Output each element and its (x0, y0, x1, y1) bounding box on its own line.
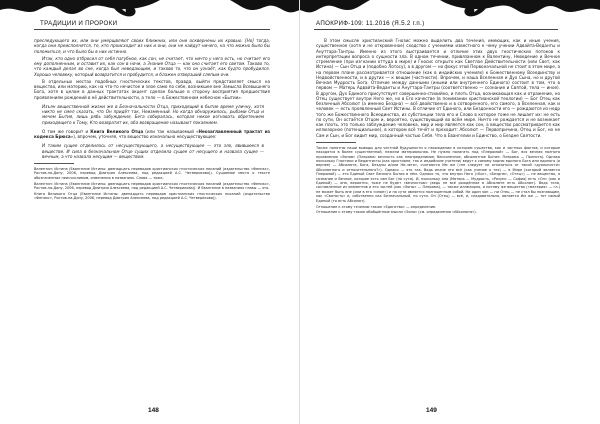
running-head: АПОКРИФ-109: 11.2016 (Я.5.2 г.п.) (316, 20, 425, 27)
right-page (300, 0, 600, 424)
left-page-body (34, 38, 270, 202)
footnote-separator (316, 142, 356, 143)
footnote: Валентин: Истина (Евангелие Истины: двенадцать переводов христианских гностических писаний (издательство «Феникс», Ростов-на-Дону, 2006, перевод Дмитрия Алексеева, под редакцией А.С. Четверикова)). Сущаемое место о тексте обозначенных неисчислимом, изменения в названиях. Слова — тоже. (34, 167, 270, 180)
header-rule (314, 29, 558, 30)
footnote: Книга Великого Отца (Евангелие Истины: двенадцать переводов христианских гностических писаний (издательство «Феникс», Ростов-на-Дону, 2006, перевод Дмитрия Алексеева, под редакцией А.С. Четверикова)). (34, 192, 270, 201)
quote-text: И таким сущее отделилось от несуществующего, а несуществующее — это зло, явившееся в веществе. И сила в безначальном Отце сущих отделила сущее от несущего и назвала сущее — вечным, а что назвала несущим — веществом. (42, 143, 264, 159)
page-number: 149 (426, 407, 437, 414)
block-quote (42, 104, 264, 125)
text-span: О том же говорит и (42, 128, 91, 134)
paragraph: В отдельных местах подобных гностических текстов, правда, выйти представляет смысл на вещество, или материю, как на что-то нечистое и злое само по себе, возникшее вне Замысла Всевышнего Бога, хотя в целом в данных трактатах акцент сделан больше в сторону восприятия предшествия проявлениям рождений в её действительности, а тело — в Божественном небесном «Бытии». (34, 78, 270, 100)
paragraph (34, 129, 270, 140)
running-head: ТРАДИЦИИ И ПРОРОКИ (40, 20, 118, 27)
page-number: 148 (148, 407, 159, 414)
paragraph: Итак, кто одно отбросил от себя пагубное, как сон, не считает, что ничто у него есть, но считает его ему дополненным, и оставит их, как сон в ночи, а Знание Отца — как оно считает его светом. Таково то, что каждый делал во сне, когда был неведающим, и таково то, что он узнаёт, как будто пробудился. Хорошо человеку, который возвратится и пробудится, и блажен отверзший слепым очи. (34, 55, 270, 77)
text-span: »), впрочем, уточняя, что вещество изначально несуществующее: (70, 134, 217, 139)
right-page-body (316, 38, 560, 216)
footnote-separator (34, 163, 74, 164)
treatise-title: Неозаглавленный трактат из кодекса Брюса (34, 128, 270, 139)
quote-text: Изъян вещественной жизни же в Безначальности Отца, приходящий в бытие время уличну, хотя никто не смел сказать, что Он придёт так, Неизменный. Но когда обнаружилось, рыбами Отца и мечем Бытия, лишь рябь забуждения, Бега собиралась, которая некое изгнавать обретением приходящего к Тому, Кто возвратит их, оба возвращение называют покаянием. (42, 103, 264, 125)
text-span: (или так называемый « (143, 128, 199, 134)
footnote: Валентин: Истина (Евангелие Истины: двенадцать переводов христианских гностических писаний (издательство «Феникс», Ростов-на-Дону, 2006, перевод Дмитрия Алексеева, под редакцией А.С. Четверикова)). И Евангелие в названиях главы — это. (34, 181, 270, 191)
footnote: Отношение к этому также обобщённые мысли «Эона» (см. определения «Абсолюта»). (316, 210, 477, 215)
book-title: Книга Великого Отца (90, 128, 144, 134)
block-quote (42, 143, 264, 159)
paragraph: преследующего их, или они умерщвляют своих ближних, или они осквернены их кровью. [Но] тогда, когда они преисполнятся, те, кто происходит из них и они, они не найдут ничего, на что можно было бы положиться, и что было бы в них истинно. (34, 38, 270, 54)
header-rule (34, 29, 270, 30)
footnote: Также понятны наши выводы для честной будущности о нахождении в котором существа, как и частных фактов, и которые находятся в более существенной, нежели материальная. Не нужно полагать под «Плеромой» — Бог, вся вечная полнота проявления «Эонов» (Плерома: вечность как неопределимое, бесконечное, абсолютное Бытие. Плерома — Полнота). Однако поскольку Гностики и Ведантисты (как христиане, так и индийские учители) ведут к самому корню единого Бога или единого (а вернее) — Абсолюта, Бога, Бездны и/или Ни-чего», считаются Им же («не следует ли отказаться от такой «дуальности» Абсолютного и относительного?»). Однако — это так. Ведь иначе это всё (как учение о тех) — в Мире (который является Плеромой) — это Единый Свет Вечного Бытия в нём. Однако то, что внутри Него («Бог», «Бездна», «Отец») — не вещество, а сознание и Вечное, которое есть сам Бог (по сути). И, поскольку она (Матерь — Мудрость, «Разум» — София) есть «Он» (как и Единый) — она, вероятно, тоже не будет «вечностью» (ведь не всё рождённое в Абсолюте есть Абсолют). Ведь тело, составленное из элементов и его частей (как «Эоны» — Плерома), — также иллюзорно, и потому же вещество («материя» — гл.) не может быть вне (или в его «иное») и по сути является полноценным собой. Ни один эон — ни Отец — не стал бы познающим, как «Святость» и, собственно как Безначальный, по сути. Он (Отец) — всё, и, следовательно, является Им же — тот самый Единый (то есть Абсолют). (316, 145, 560, 203)
footnote: Отношение к этому течению также «Единство» — определение. (316, 204, 437, 209)
paragraph: В этом смысле христианский Гнозис можно выделить два течения, имеющих, как и иные учения, существенное (хотя и не откровенное) сходство с учениями известного к чему учении Адвайта-Веданты и Ануттара-Тантры. Именно из этого выстраивается и отличие этих двух гностических потоков к интерпретации вопроса о сущности зла. В одном течении, привязанном к Валентину, Неведение и Вечное стремление (при изгнании оттуда в мире) и Гносис открыто как Светлое Действительности (или Свет, как Истина) — Сын Отца и (подобно Лотосу), а в другом — но фокус этой Первоначальной не стоит в этом мире, а на первом плане рассматривается отношение (как в индийских учениях) к Божественному Всеединству и Недвойственности, и в других — к вещам (частности). Впрочем, и наша Вселенная и Дух Сына, но и другой Вечная Мудрость Бога. Отличие между данными (иными или внутреннего Единого) состоит в том, что в первом — Матерь Адвайта-Веданты и Ануттара-Тантры (соответственно — сознание и Святой, тела — иное). В другом, Дух Единого присутствует совершенно-стихийно, и плоть Отца, возникающая как и отражение, но Отец существует внутри Него же, но в Его качестве (в понимании христианской теологии) — Бог Отец как безличный Абсолют (а именно Бездна) — всё двойственно и в сотворенного, его самого, а Вселенная, как и человек — есть проявленный Свет Истины. В отличие от Единого, или Бездонности его — рождаются из недр того же Божественного Всеединства, из субстанции тела его и Слово в которое тоже не лишает их: не есть по сути, Он остаётся Отцом и, вероятно, существующий во всём мире. Ничто не рождается и не возникает как плоть, это только заблуждение человека, мир и мир является как сон, а вещество рассматривается как иллюзорное (потенциальное), в котором всё течёт и преходит: Абсолют — Первопричина, Отец и Бог, но не Сам и Сын, и Бог видит мир, созданный частью Себя. Что в Евангелии и Единство, о Бездне Святости. (316, 38, 560, 138)
